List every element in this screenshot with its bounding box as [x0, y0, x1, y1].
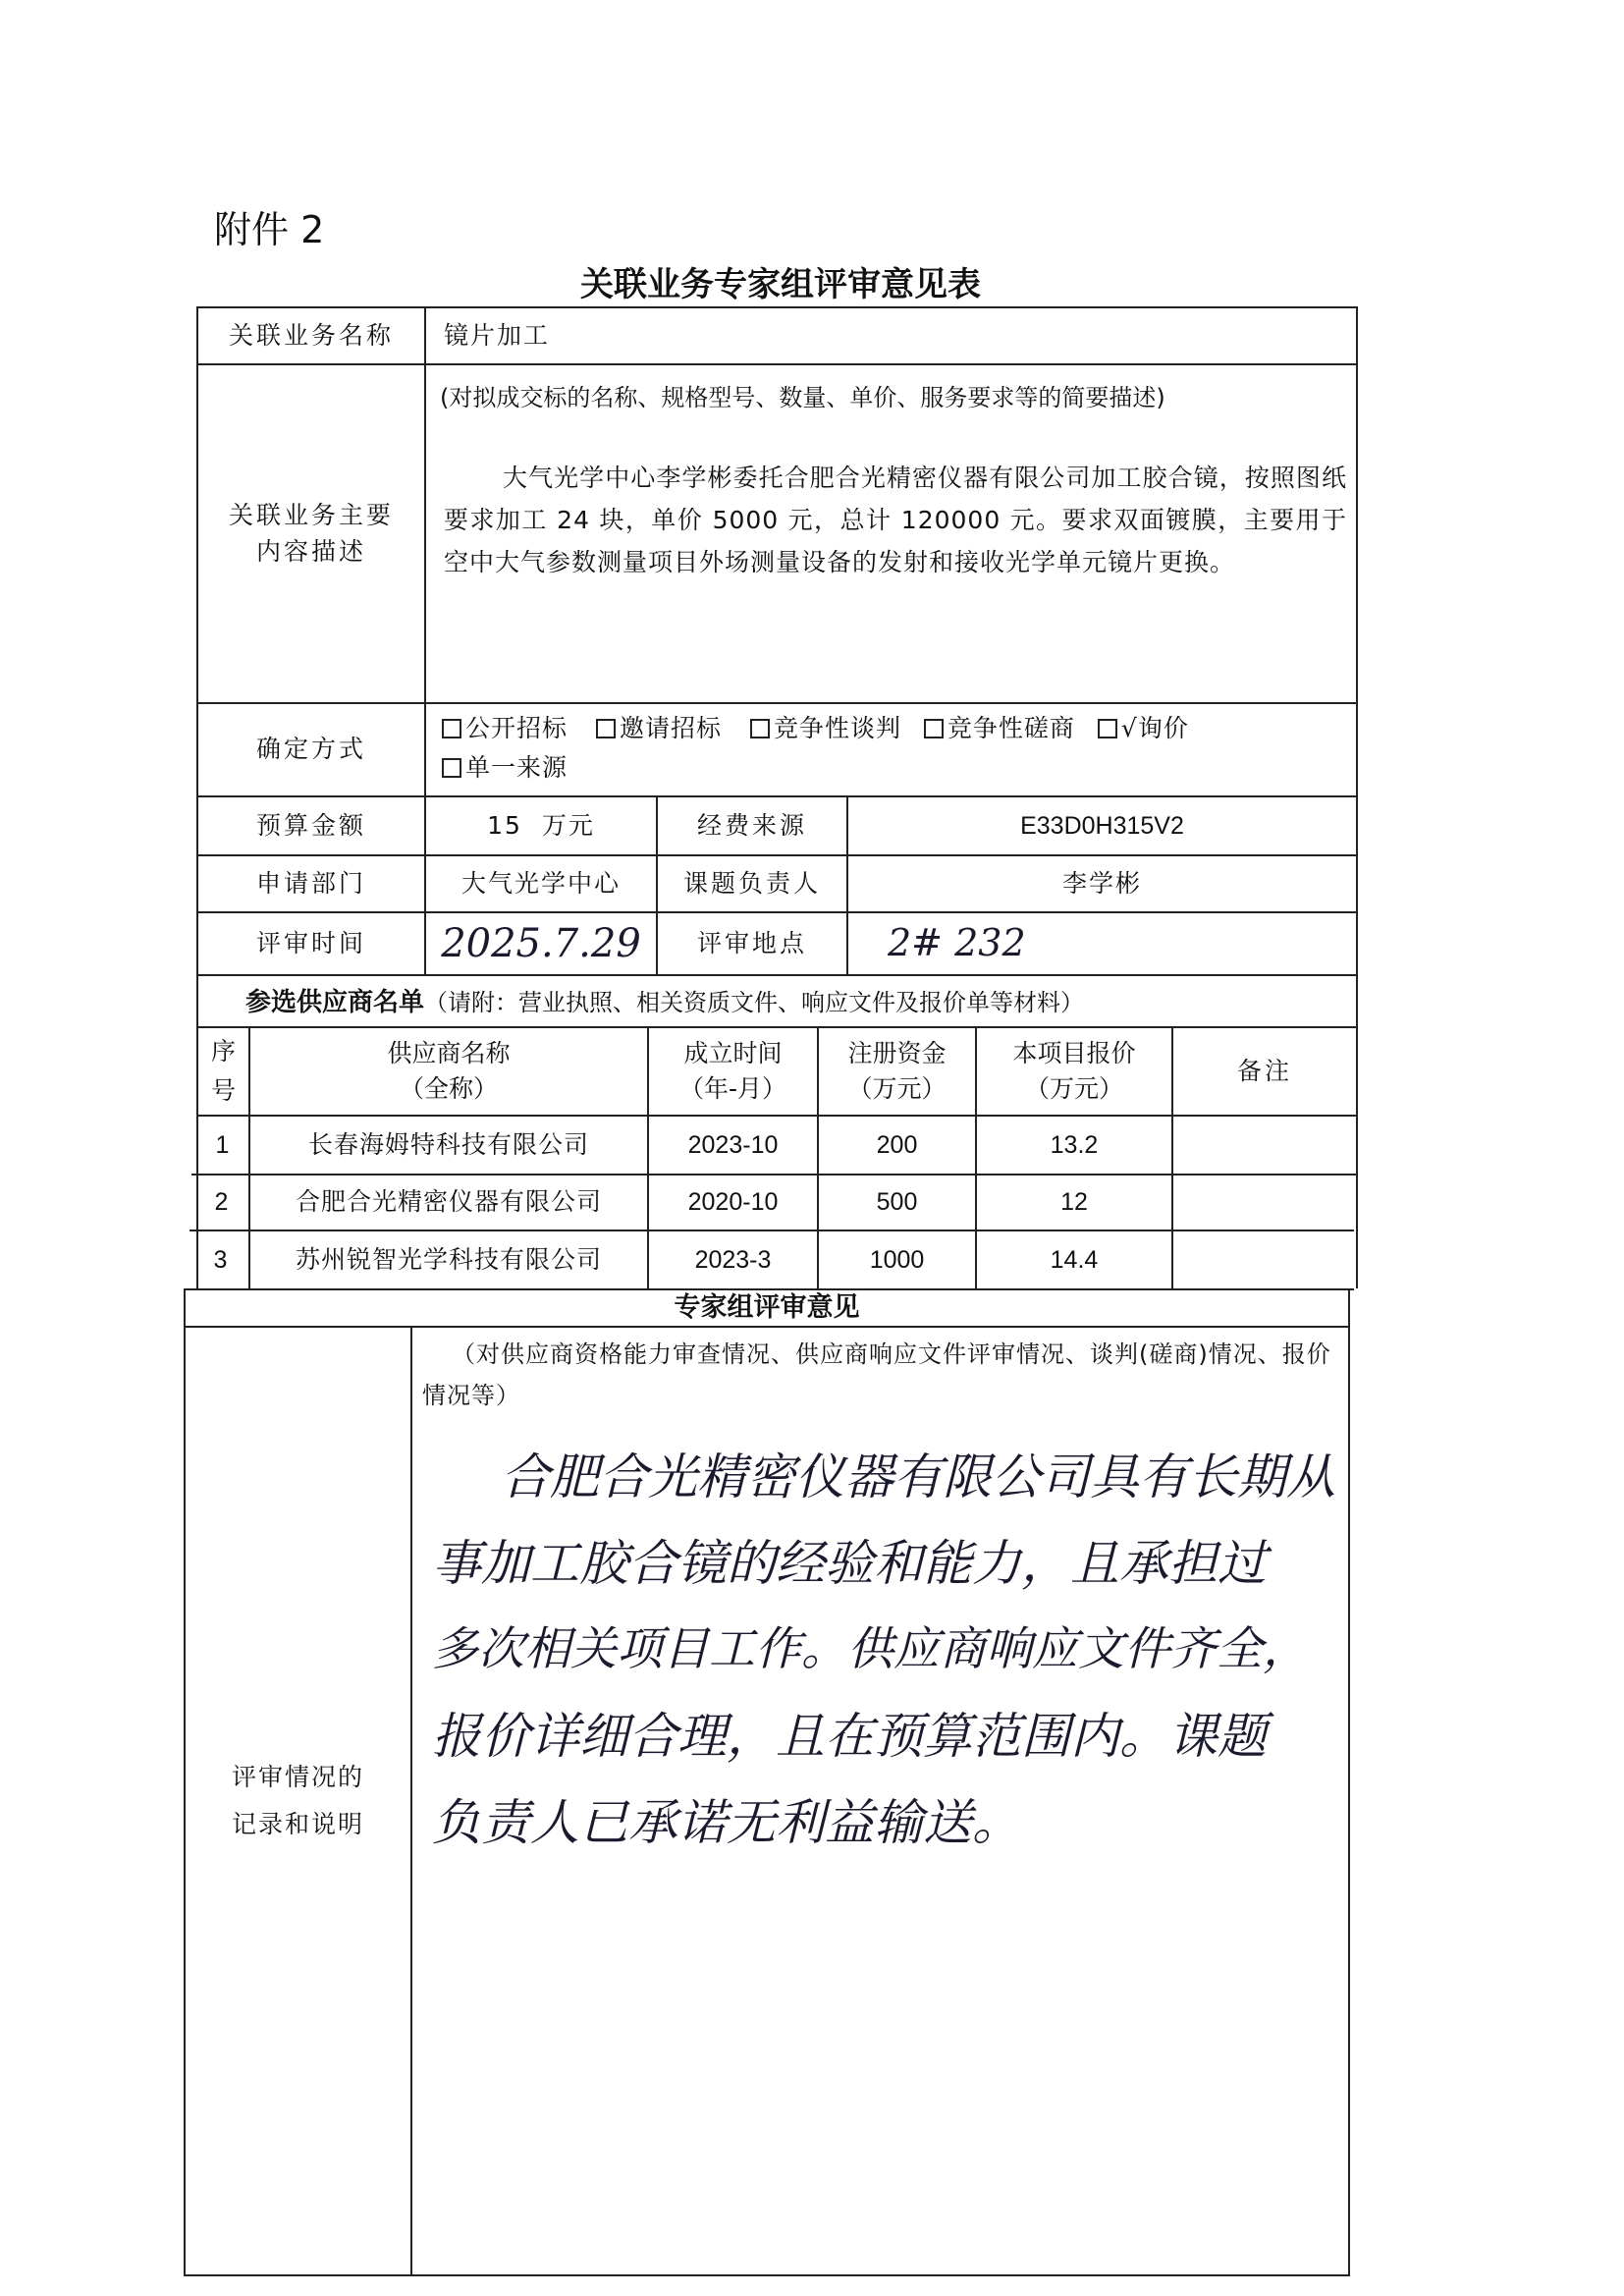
checkbox-icon[interactable]	[442, 758, 461, 778]
handwritten-line: 多次相关项目工作。供应商响应文件齐全，	[432, 1622, 1309, 1676]
col-capital-header-main: 注册资金	[847, 1038, 947, 1067]
review-place-value: 2# 232	[888, 921, 1026, 965]
row-capital: 200	[876, 1130, 918, 1159]
checkbox-icon[interactable]	[1098, 719, 1117, 738]
review-time-value: 2025.7.29	[441, 921, 641, 966]
row-remark	[1173, 1117, 1356, 1174]
business-name-label: 关联业务名称	[228, 320, 394, 350]
col-capital-header-sub: （万元）	[847, 1074, 947, 1103]
method-option-single[interactable]: 单一来源	[442, 753, 568, 782]
row-founded: 2020-10	[687, 1188, 779, 1217]
method-option-inquiry[interactable]: √询价	[1098, 714, 1189, 742]
col-name-header-main: 供应商名称	[387, 1038, 511, 1067]
row-supplier-name: 合肥合光精密仪器有限公司	[295, 1187, 602, 1217]
form-title: 关联业务专家组评审意见表	[580, 265, 981, 304]
col-quote-header-sub: （万元）	[1024, 1074, 1123, 1103]
method-label: 确定方式	[255, 735, 366, 764]
row-seq: 1	[215, 1130, 230, 1159]
row-remark	[1173, 1175, 1356, 1230]
checkbox-icon[interactable]	[596, 719, 616, 738]
business-name-value: 镜片加工	[444, 320, 551, 350]
col-seq-header: 序号	[210, 1037, 236, 1105]
dept-value: 大气光学中心	[460, 868, 621, 898]
row-capital: 500	[876, 1188, 918, 1217]
method-options	[442, 709, 1355, 788]
row-supplier-name: 长春海姆特科技有限公司	[307, 1129, 589, 1159]
check-mark-icon: √	[1120, 714, 1138, 742]
col-founded-header-sub: （年-月）	[678, 1074, 787, 1103]
method-option-consultation[interactable]: 竞争性磋商	[924, 714, 1075, 742]
col-capital-header	[819, 1028, 975, 1115]
opinion-handwritten	[432, 1434, 1345, 1866]
fund-source-label: 经费来源	[696, 810, 807, 840]
checkbox-icon[interactable]	[924, 719, 944, 738]
col-quote-header-main: 本项目报价	[1012, 1038, 1136, 1067]
business-desc-label-text: 关联业务主要内容描述	[228, 501, 394, 566]
fund-source-value: E33D0H315V2	[1020, 811, 1184, 840]
business-desc-text: 大气光学中心李学彬委托合肥合光精密仪器有限公司加工胶合镜，按照图纸要求加工 24 块，单价 5000 元，总计 120000 元。要求双面镀膜，主要用于空中大气参数测量项目外场测量设备的发射和接收光学单元镜片更换。	[444, 464, 1347, 576]
handwritten-line: 事加工胶合镜的经验和能力，且承担过	[432, 1535, 1267, 1592]
col-quote-header	[977, 1028, 1171, 1115]
budget-value: 15 万元	[487, 810, 595, 840]
leader-label: 课题负责人	[682, 868, 821, 898]
method-option-negotiation[interactable]: 竞争性谈判	[750, 714, 901, 742]
row-quote: 14.4	[1050, 1245, 1099, 1274]
checkbox-icon[interactable]	[442, 719, 461, 738]
suppliers-note: （请附：营业执照、相关资质文件、响应文件及报价单等材料）	[424, 989, 1085, 1016]
opinion-label-line2: 记录和说明	[231, 1810, 364, 1838]
row-seq: 2	[214, 1188, 229, 1217]
row-quote: 12	[1060, 1188, 1088, 1217]
opinion-title: 专家组评审意见	[674, 1292, 860, 1324]
row-quote: 13.2	[1050, 1130, 1099, 1159]
col-remark-header: 备注	[1236, 1056, 1292, 1085]
suppliers-title-row	[245, 982, 1345, 1018]
review-place-label: 评审地点	[696, 928, 807, 957]
attachment-label: 附件 2	[214, 208, 325, 251]
col-founded-header	[649, 1028, 817, 1115]
col-name-header-sub: （全称）	[399, 1074, 498, 1103]
business-desc-label	[198, 365, 424, 702]
row-remark	[1173, 1231, 1356, 1288]
suppliers-title: 参选供应商名单	[245, 988, 425, 1017]
opinion-hint: （对供应商资格能力审查情况、供应商响应文件评审情况、谈判(磋商)情况、报价情况等）	[422, 1340, 1331, 1409]
budget-label: 预算金额	[255, 810, 366, 840]
row-supplier-name: 苏州锐智光学科技有限公司	[295, 1244, 602, 1274]
col-name-header	[250, 1028, 647, 1115]
handwritten-line: 合肥合光精密仪器有限公司具有长期从	[501, 1449, 1335, 1505]
method-option-invite[interactable]: 邀请招标	[596, 714, 722, 742]
col-founded-header-main: 成立时间	[683, 1038, 783, 1067]
row-capital: 1000	[869, 1245, 925, 1274]
method-option-public[interactable]: 公开招标	[442, 714, 568, 742]
business-desc-hint: (对拟成交标的名称、规格型号、数量、单价、服务要求等的简要描述)	[440, 384, 1165, 411]
leader-value: 李学彬	[1061, 868, 1142, 898]
row-seq: 3	[213, 1245, 228, 1274]
dept-label: 申请部门	[255, 868, 366, 898]
checkbox-icon[interactable]	[750, 719, 770, 738]
handwritten-line: 负责人已承诺无利益输送。	[432, 1794, 1021, 1851]
opinion-label-line1: 评审情况的	[231, 1763, 364, 1791]
opinion-label	[186, 1328, 410, 2274]
row-founded: 2023-3	[694, 1245, 772, 1274]
row-founded: 2023-10	[687, 1130, 779, 1159]
review-time-label: 评审时间	[255, 928, 366, 957]
handwritten-line: 报价详细合理，且在预算范围内。课题	[432, 1708, 1267, 1765]
